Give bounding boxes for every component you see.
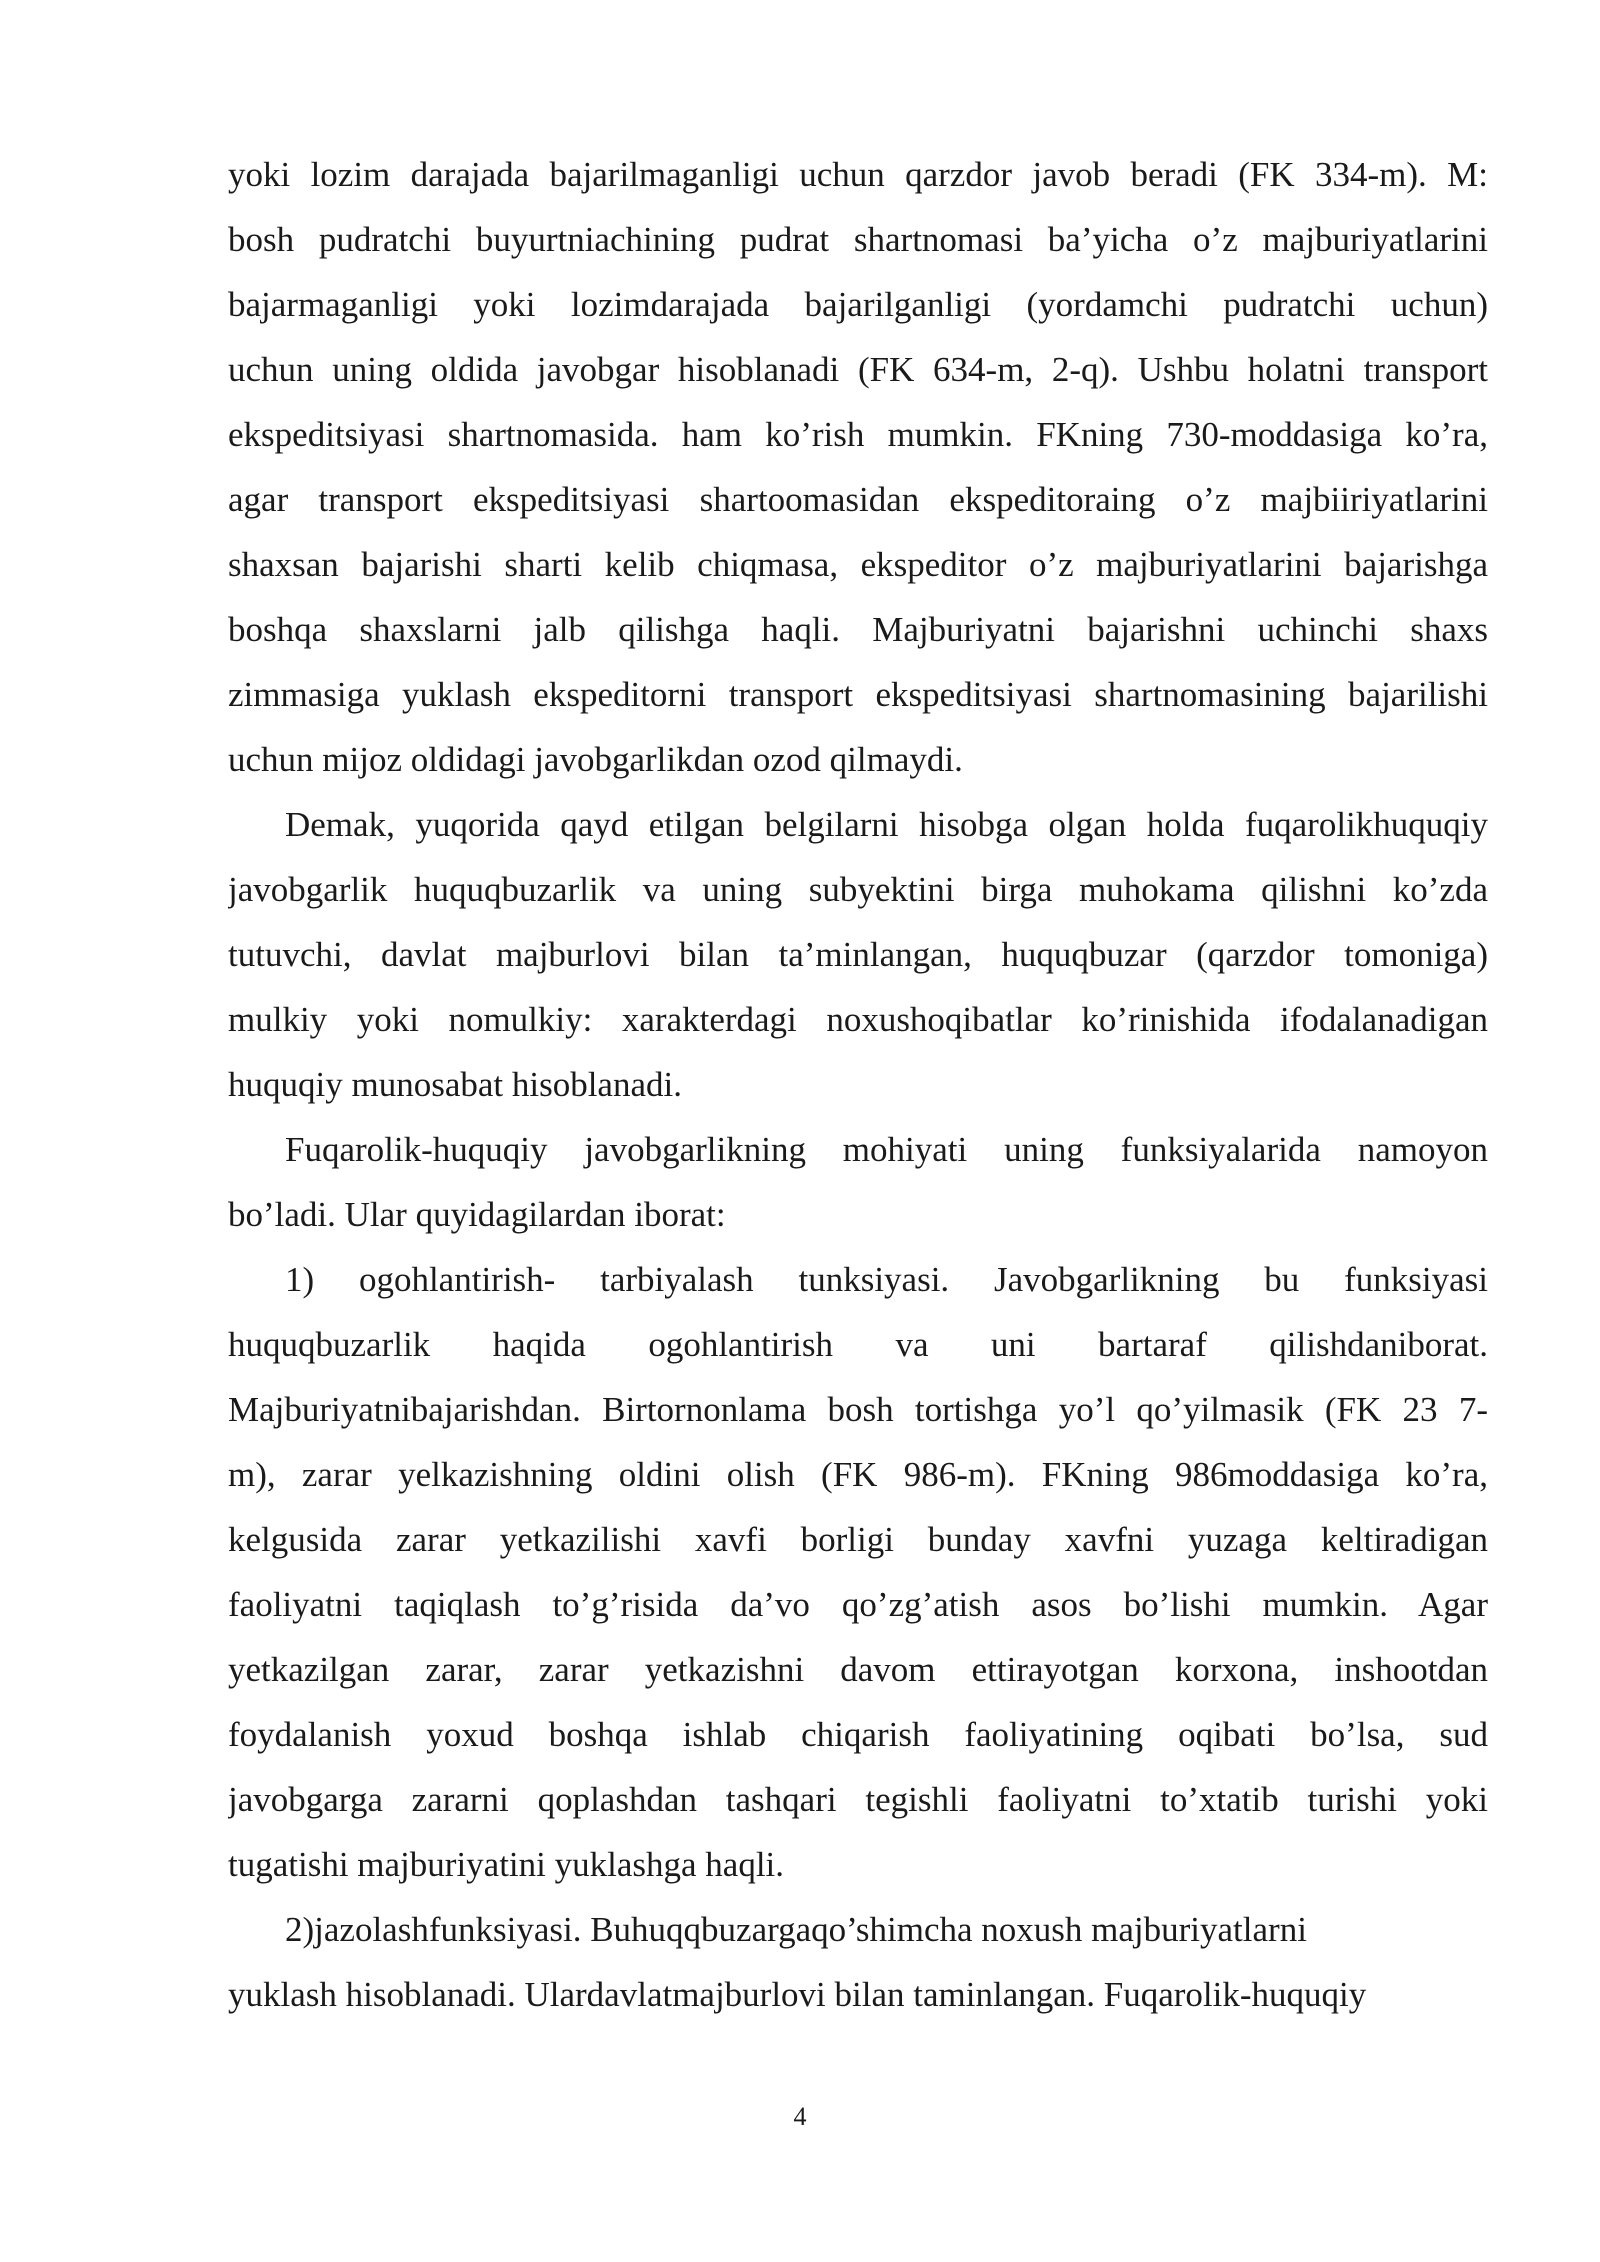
text-line: javobgarga zararni qoplashdan tashqari tegishli faoliyatni to’xtatib turishi yoki <box>228 1780 1488 1819</box>
text-line: bo’ladi. Ular quyidagilardan iborat: <box>228 1195 726 1234</box>
text-line: bosh pudratchi buyurtniachining pudrat shartnomasi ba’yicha o’z majburiyatlarini <box>228 220 1488 259</box>
text-line: boshqa shaxslarni jalb qilishga haqli. Majburiyatni bajarishni uchinchi shaxs <box>228 610 1488 649</box>
paragraph <box>228 1962 1488 2027</box>
paragraph <box>228 1897 1488 1962</box>
paragraph <box>228 792 1488 1117</box>
text-line: uchun uning oldida javobgar hisoblanadi (FK 634-m, 2-q). Ushbu holatni transport <box>228 350 1488 389</box>
text-line: yuklash hisoblanadi. Ulardavlatmajburlovi bilan taminlangan. Fuqarolik-huquqiy <box>228 1975 1367 2014</box>
text-line: huquqbuzarlik haqida ogohlantirish va uni bartaraf qilishdaniborat. <box>228 1325 1488 1364</box>
text-line: faoliyatni taqiqlash to’g’risida da’vo qo’zg’atish asos bo’lishi mumkin. Agar <box>228 1585 1488 1624</box>
text-line: Fuqarolik-huquqiy javobgarlikning mohiyati uning funksiyalarida namoyon <box>285 1130 1488 1169</box>
text-line: Majburiyatnibajarishdan. Birtornonlama bosh tortishga yo’l qo’yilmasik (FK 23 7- <box>228 1390 1488 1429</box>
text-line: 2)jazolashfunksiyasi. Buhuqqbuzargaqo’shimcha noxush majburiyatlarni <box>285 1910 1307 1949</box>
text-line: uchun mijoz oldidagi javobgarlikdan ozod qilmaydi. <box>228 740 963 779</box>
text-line: huquqiy munosabat hisoblanadi. <box>228 1065 682 1104</box>
text-line: tutuvchi, davlat majburlovi bilan ta’minlangan, huquqbuzar (qarzdor tomoniga) <box>228 935 1488 974</box>
page-number: 4 <box>793 2102 807 2131</box>
text-line: tugatishi majburiyatini yuklashga haqli. <box>228 1845 785 1884</box>
text-line: mulkiy yoki nomulkiy: xarakterdagi noxushoqibatlar ko’rinishida ifodalanadigan <box>228 1000 1488 1039</box>
text-line: zimmasiga yuklash ekspeditorni transport ekspeditsiyasi shartnomasining bajarilishi <box>228 675 1488 714</box>
text-line: 1) ogohlantirish- tarbiyalash tunksiyasi. Javobgarlikning bu funksiyasi <box>285 1260 1488 1299</box>
paragraph <box>228 1117 1488 1247</box>
text-line: kelgusida zarar yetkazilishi xavfi borligi bunday xavfni yuzaga keltiradigan <box>228 1520 1488 1559</box>
text-line: bajarmaganligi yoki lozimdarajada bajarilganligi (yordamchi pudratchi uchun) <box>228 285 1488 324</box>
document-body <box>228 142 1488 2027</box>
text-line: yetkazilgan zarar, zarar yetkazishni davom ettirayotgan korxona, inshootdan <box>228 1650 1488 1689</box>
text-line: ekspeditsiyasi shartnomasida. ham ko’rish mumkin. FKning 730-moddasiga ko’ra, <box>228 415 1488 454</box>
text-line: javobgarlik huquqbuzarlik va uning subyektini birga muhokama qilishni ko’zda <box>228 870 1488 909</box>
text-line: foydalanish yoxud boshqa ishlab chiqarish faoliyatining oqibati bo’lsa, sud <box>228 1715 1488 1754</box>
text-line: Demak, yuqorida qayd etilgan belgilarni hisobga olgan holda fuqarolikhuquqiy <box>285 805 1488 844</box>
text-line: agar transport ekspeditsiyasi shartoomasidan ekspeditoraing o’z majbiiriyatlarini <box>228 480 1488 519</box>
paragraph <box>228 1247 1488 1897</box>
text-line: yoki lozim darajada bajarilmaganligi uchun qarzdor javob beradi (FK 334-m). M: <box>228 155 1488 194</box>
text-line: shaxsan bajarishi sharti kelib chiqmasa, ekspeditor o’z majburiyatlarini bajarishga <box>228 545 1488 584</box>
paragraph <box>228 142 1488 792</box>
text-line: m), zarar yelkazishning oldini olish (FK 986-m). FKning 986moddasiga ko’ra, <box>228 1455 1488 1494</box>
